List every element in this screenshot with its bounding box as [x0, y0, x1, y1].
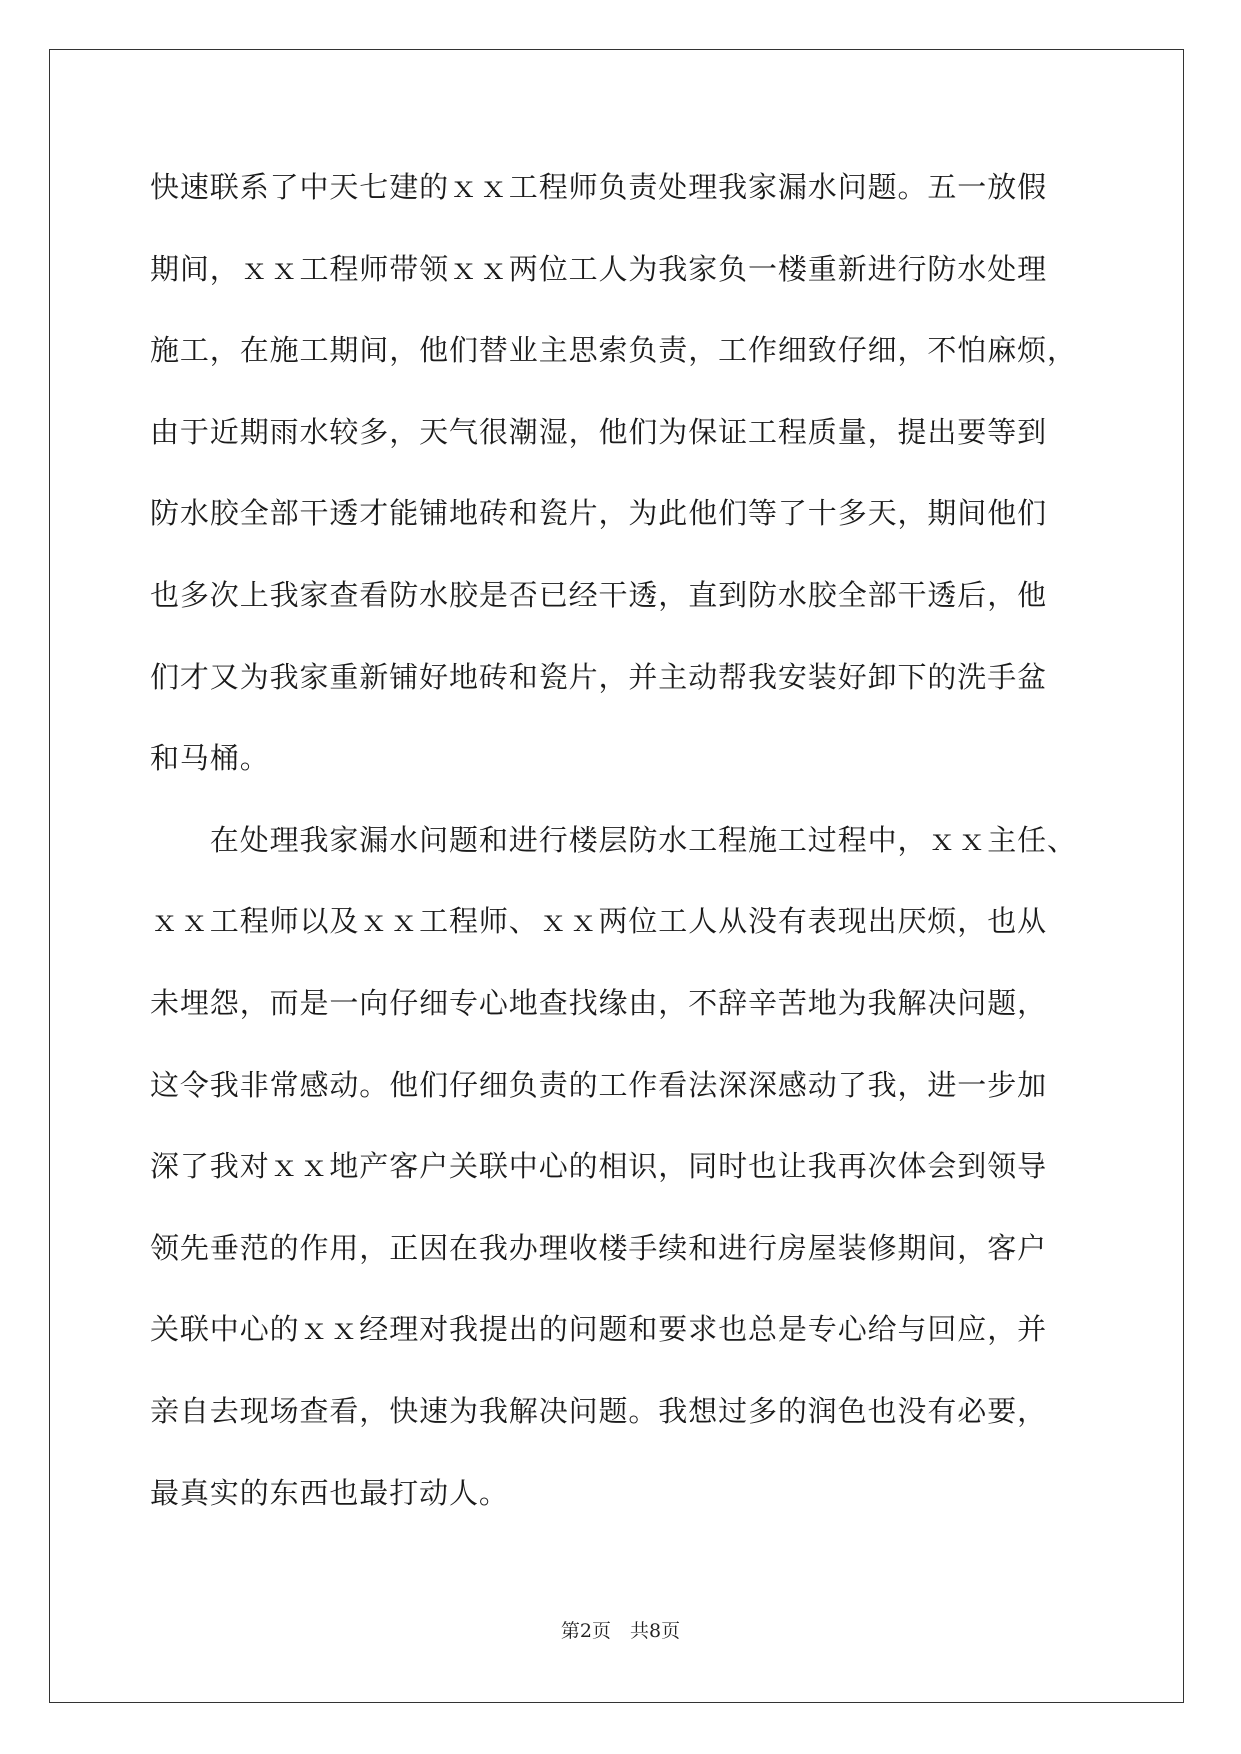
text-line: 领先垂范的作用，正因在我办理收楼手续和进行房屋装修期间，客户	[150, 1230, 1048, 1265]
text-line: 和马桶。	[150, 741, 270, 776]
text-line: 最真实的东西也最打动人。	[150, 1475, 509, 1510]
text-line: 关联中心的ｘｘ经理对我提出的问题和要求也总是专心给与回应，并	[150, 1312, 1048, 1347]
text-line: 在处理我家漏水问题和进行楼层防水工程施工过程中，ｘｘ主任、	[150, 822, 1077, 857]
text-line: 期间，ｘｘ工程师带领ｘｘ两位工人为我家负一楼重新进行防水处理	[150, 251, 1048, 286]
page-number-footer: 第2页 共8页	[560, 1620, 681, 1642]
text-line: 未埋怨，而是一向仔细专心地查找缘由，不辞辛苦地为我解决问题，	[150, 985, 1048, 1020]
text-line: 由于近期雨水较多，天气很潮湿，他们为保证工程质量，提出要等到	[150, 414, 1048, 449]
text-line: 这令我非常感动。他们仔细负责的工作看法深深感动了我，进一步加	[150, 1067, 1048, 1102]
text-line: 快速联系了中天七建的ｘｘ工程师负责处理我家漏水问题。五一放假	[150, 170, 1048, 204]
text-line: 施工，在施工期间，他们替业主思索负责，工作细致仔细，不怕麻烦，	[150, 333, 1077, 368]
text-line: 也多次上我家查看防水胶是否已经干透，直到防水胶全部干透后，他	[150, 577, 1048, 612]
text-line: 防水胶全部干透才能铺地砖和瓷片，为此他们等了十多天，期间他们	[150, 496, 1048, 531]
text-line: ｘｘ工程师以及ｘｘ工程师、ｘｘ两位工人从没有表现出厌烦，也从	[150, 904, 1048, 939]
text-line: 亲自去现场查看，快速为我解决问题。我想过多的润色也没有必要，	[150, 1393, 1048, 1428]
text-line: 们才又为我家重新铺好地砖和瓷片，并主动帮我安装好卸下的洗手盆	[150, 659, 1048, 694]
text-line: 深了我对ｘｘ地产客户关联中心的相识，同时也让我再次体会到领导	[150, 1149, 1048, 1184]
document-body	[150, 162, 1110, 1549]
